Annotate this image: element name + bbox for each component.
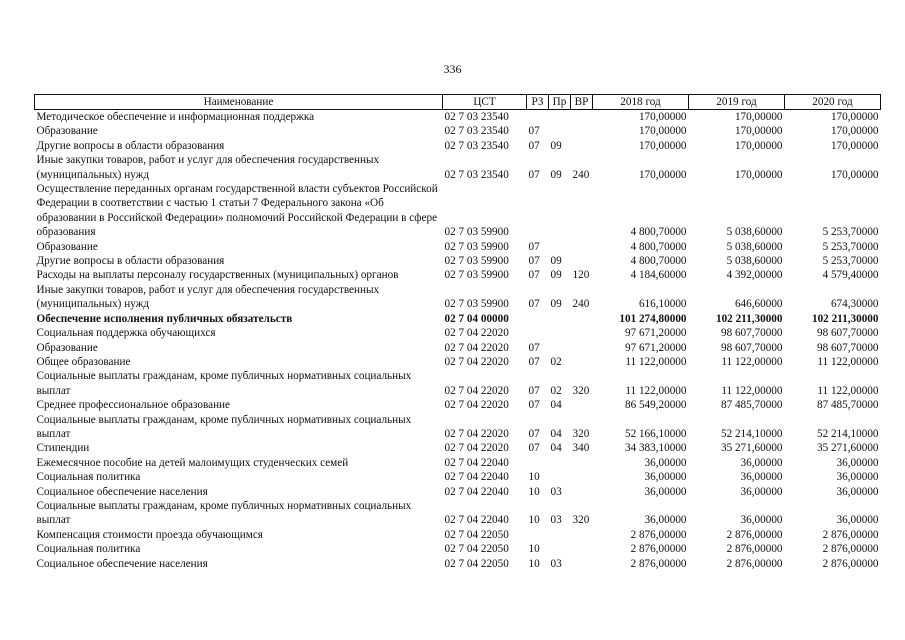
cell-2020: 98 607,70000 [816, 327, 879, 340]
cell-cst: 02 7 04 22050 [444, 557, 509, 570]
cell-name: Образование [36, 240, 98, 253]
cell-cst: 02 7 04 22040 [444, 485, 509, 498]
header-year-2019: 2019 год [689, 95, 785, 110]
cell-rz: 07 [528, 269, 540, 282]
cell-cst: 02 7 03 59900 [444, 226, 509, 239]
cell-pr [549, 240, 571, 254]
table-row [35, 557, 881, 571]
cell-2018: 101 274,80000 [619, 312, 687, 325]
cell-name: Социальные выплаты гражданам, кроме публичных нормативных социальных выплат [36, 499, 412, 527]
cell-rz: 10 [528, 543, 540, 556]
cell-vr [571, 528, 593, 542]
cell-name: Стипендии [36, 442, 90, 455]
cell-vr [571, 341, 593, 355]
table-row [35, 485, 881, 499]
table-row [35, 182, 881, 240]
header-name: Наименование [35, 95, 443, 110]
table-row [35, 240, 881, 254]
cell-2019: 5 038,60000 [726, 240, 783, 253]
cell-2020: 170,00000 [830, 125, 879, 138]
cell-2018: 170,00000 [638, 139, 687, 152]
cell-pr: 09 [550, 269, 562, 282]
cell-vr [571, 456, 593, 470]
table-body [35, 110, 881, 572]
cell-cst: 02 7 03 23540 [444, 111, 509, 123]
cell-2019: 11 122,00000 [721, 384, 783, 397]
cell-pr: 03 [550, 514, 562, 527]
cell-2019: 2 876,00000 [726, 543, 783, 556]
cell-2018: 97 671,20000 [624, 327, 687, 340]
cell-cst: 02 7 04 00000 [444, 312, 509, 325]
cell-pr: 02 [550, 384, 562, 397]
cell-2020: 11 122,00000 [817, 384, 879, 397]
cell-2019: 36,00000 [740, 514, 783, 527]
cell-rz: 10 [528, 471, 540, 484]
cell-name: Социальная политика [36, 471, 141, 484]
cell-2020: 5 253,70000 [822, 226, 879, 239]
cell-2020: 170,00000 [830, 139, 879, 152]
cell-2019: 35 271,60000 [720, 442, 783, 455]
cell-2019: 36,00000 [740, 471, 783, 484]
cell-name: Социальные выплаты гражданам, кроме публичных нормативных социальных выплат [36, 413, 412, 440]
cell-cst: 02 7 03 23540 [444, 125, 509, 138]
cell-pr: 02 [550, 355, 562, 368]
cell-2018: 170,00000 [638, 168, 687, 181]
cell-2019: 87 485,70000 [720, 399, 783, 412]
cell-vr: 340 [572, 442, 590, 455]
cell-pr [549, 326, 571, 340]
cell-name: Социальное обеспечение населения [36, 485, 208, 498]
header-cst: ЦСТ [443, 95, 527, 110]
table-row [35, 355, 881, 369]
cell-pr [549, 182, 571, 240]
cell-2018: 4 184,60000 [630, 269, 687, 282]
cell-pr: 03 [550, 557, 562, 570]
cell-rz: 10 [528, 514, 540, 527]
cell-vr [571, 139, 593, 153]
cell-rz: 07 [528, 255, 540, 268]
table-row [35, 124, 881, 138]
cell-2019: 52 214,10000 [720, 427, 783, 440]
cell-2018: 36,00000 [644, 471, 687, 484]
cell-pr [549, 528, 571, 542]
cell-cst: 02 7 04 22040 [444, 514, 509, 527]
cell-2020: 5 253,70000 [822, 255, 879, 268]
cell-rz [527, 312, 549, 326]
cell-pr: 04 [550, 427, 562, 440]
header-year-2020: 2020 год [785, 95, 881, 110]
cell-2019: 2 876,00000 [726, 557, 783, 570]
table-row [35, 153, 881, 182]
cell-vr: 320 [572, 514, 590, 527]
cell-2018: 170,00000 [638, 111, 687, 123]
cell-name: Другие вопросы в области образования [36, 255, 225, 268]
cell-2018: 36,00000 [644, 456, 687, 469]
cell-rz: 07 [528, 168, 540, 181]
cell-2019: 170,00000 [734, 111, 783, 123]
cell-rz [527, 326, 549, 340]
header-year-2018: 2018 год [593, 95, 689, 110]
cell-name: Образование [36, 125, 98, 138]
cell-vr [571, 254, 593, 268]
cell-name: Образование [36, 341, 98, 354]
cell-name: Иные закупки товаров, работ и услуг для обеспечения государственных (муниципальных) нужд [36, 154, 380, 181]
cell-2020: 102 211,30000 [811, 312, 879, 325]
cell-2020: 4 579,40000 [822, 269, 879, 282]
cell-2018: 2 876,00000 [630, 557, 687, 570]
cell-name: Обеспечение исполнения публичных обязательств [36, 312, 293, 325]
cell-rz [527, 110, 549, 125]
table-row [35, 369, 881, 398]
cell-name: Другие вопросы в области образования [36, 139, 225, 152]
cell-vr [571, 542, 593, 556]
table-row [35, 312, 881, 326]
cell-cst: 02 7 03 59900 [444, 269, 509, 282]
cell-rz: 07 [528, 427, 540, 440]
cell-cst: 02 7 03 59900 [444, 240, 509, 253]
cell-rz: 10 [528, 557, 540, 570]
cell-2019: 170,00000 [734, 125, 783, 138]
cell-2020: 98 607,70000 [816, 341, 879, 354]
cell-2020: 11 122,00000 [817, 355, 879, 368]
cell-2020: 170,00000 [830, 168, 879, 181]
cell-2018: 4 800,70000 [630, 255, 687, 268]
table-row [35, 254, 881, 268]
cell-name: Осуществление переданных органам государственной власти субъектов Российской Федерации в соответствии с частью 1 статьи 7 Федерального закона «Об образовании в Российской Федерации» полномочий Российской Федерации в сфере образования [36, 183, 438, 239]
cell-2019: 102 211,30000 [715, 312, 783, 325]
table-header-row [35, 95, 881, 110]
table-row [35, 268, 881, 282]
cell-2018: 2 876,00000 [630, 543, 687, 556]
cell-cst: 02 7 04 22020 [444, 442, 509, 455]
cell-pr [549, 110, 571, 125]
cell-2020: 52 214,10000 [816, 427, 879, 440]
cell-name: Социальная поддержка обучающихся [36, 327, 216, 340]
table-row [35, 326, 881, 340]
cell-pr: 03 [550, 485, 562, 498]
table-row [35, 528, 881, 542]
budget-table [34, 94, 881, 571]
cell-pr: 09 [550, 168, 562, 181]
cell-vr [571, 110, 593, 125]
cell-2020: 2 876,00000 [822, 543, 879, 556]
cell-2018: 36,00000 [644, 514, 687, 527]
cell-pr: 04 [550, 399, 562, 412]
cell-2018: 616,10000 [638, 298, 687, 311]
cell-2020: 36,00000 [836, 485, 879, 498]
cell-2018: 97 671,20000 [624, 341, 687, 354]
cell-2020: 674,30000 [830, 298, 879, 311]
cell-pr [549, 542, 571, 556]
cell-2019: 98 607,70000 [720, 327, 783, 340]
cell-2019: 646,60000 [734, 298, 783, 311]
cell-rz: 07 [528, 298, 540, 311]
cell-2018: 86 549,20000 [624, 399, 687, 412]
cell-cst: 02 7 04 22050 [444, 528, 509, 541]
cell-vr [571, 470, 593, 484]
cell-rz: 07 [528, 384, 540, 397]
cell-cst: 02 7 03 23540 [444, 168, 509, 181]
cell-name: Ежемесячное пособие на детей малоимущих студенческих семей [36, 456, 349, 469]
cell-vr [571, 557, 593, 571]
cell-2019: 5 038,60000 [726, 226, 783, 239]
cell-name: Социальная политика [36, 543, 141, 556]
cell-2019: 4 392,00000 [726, 269, 783, 282]
cell-rz: 07 [528, 139, 540, 152]
cell-2018: 4 800,70000 [630, 240, 687, 253]
header-rz: РЗ [527, 95, 549, 110]
cell-vr [571, 326, 593, 340]
cell-rz: 07 [528, 442, 540, 455]
cell-2018: 34 383,10000 [624, 442, 687, 455]
cell-2019: 2 876,00000 [726, 528, 783, 541]
cell-2019: 170,00000 [734, 168, 783, 181]
page-number: 336 [443, 62, 462, 76]
cell-name: Расходы на выплаты персоналу государственных (муниципальных) органов [36, 269, 399, 282]
cell-name: Социальное обеспечение населения [36, 557, 208, 570]
cell-vr: 240 [572, 168, 590, 181]
cell-rz: 07 [528, 125, 540, 138]
cell-2019: 36,00000 [740, 485, 783, 498]
cell-cst: 02 7 03 59900 [444, 298, 509, 311]
cell-2019: 170,00000 [734, 139, 783, 152]
header-vr: ВР [571, 95, 593, 110]
cell-2018: 36,00000 [644, 485, 687, 498]
table-row [35, 283, 881, 312]
cell-2020: 5 253,70000 [822, 240, 879, 253]
cell-rz: 10 [528, 485, 540, 498]
cell-2020: 170,00000 [830, 111, 879, 123]
cell-2019: 36,00000 [740, 456, 783, 469]
cell-cst: 02 7 04 22020 [444, 341, 509, 354]
cell-name: Социальные выплаты гражданам, кроме публичных нормативных социальных выплат [36, 370, 412, 397]
table-row [35, 398, 881, 412]
cell-rz [527, 456, 549, 470]
cell-2018: 4 800,70000 [630, 226, 687, 239]
cell-rz [527, 182, 549, 240]
table-row [35, 441, 881, 455]
cell-vr: 240 [572, 298, 590, 311]
cell-rz: 07 [528, 355, 540, 368]
cell-2020: 36,00000 [836, 456, 879, 469]
cell-vr [571, 355, 593, 369]
cell-2020: 2 876,00000 [822, 557, 879, 570]
cell-2018: 2 876,00000 [630, 528, 687, 541]
cell-pr: 09 [550, 255, 562, 268]
cell-2019: 5 038,60000 [726, 255, 783, 268]
table-row [35, 139, 881, 153]
cell-name: Иные закупки товаров, работ и услуг для обеспечения государственных (муниципальных) нужд [36, 283, 380, 311]
cell-cst: 02 7 03 59900 [444, 255, 509, 268]
cell-name: Методическое обеспечение и информационная поддержка [36, 111, 315, 123]
cell-cst: 02 7 04 22040 [444, 456, 509, 469]
cell-pr [549, 312, 571, 326]
cell-vr [571, 240, 593, 254]
cell-2018: 52 166,10000 [624, 427, 687, 440]
cell-cst: 02 7 04 22020 [444, 384, 509, 397]
cell-2020: 87 485,70000 [816, 399, 879, 412]
cell-cst: 02 7 04 22050 [444, 543, 509, 556]
cell-vr: 320 [572, 384, 590, 397]
cell-2020: 36,00000 [836, 471, 879, 484]
cell-vr [571, 398, 593, 412]
cell-name: Среднее профессиональное образование [36, 399, 231, 412]
cell-vr: 320 [572, 427, 590, 440]
cell-pr [549, 470, 571, 484]
cell-name: Компенсация стоимости проезда обучающимся [36, 528, 263, 541]
cell-pr [549, 456, 571, 470]
cell-2020: 35 271,60000 [816, 442, 879, 455]
cell-pr: 09 [550, 298, 562, 311]
cell-2019: 98 607,70000 [720, 341, 783, 354]
table-row [35, 499, 881, 528]
table-row [35, 110, 881, 125]
table-row [35, 470, 881, 484]
cell-cst: 02 7 04 22020 [444, 355, 509, 368]
cell-2018: 170,00000 [638, 125, 687, 138]
cell-vr [571, 312, 593, 326]
cell-2018: 11 122,00000 [625, 355, 687, 368]
cell-2019: 11 122,00000 [721, 355, 783, 368]
cell-cst: 02 7 04 22020 [444, 427, 509, 440]
cell-cst: 02 7 04 22040 [444, 471, 509, 484]
cell-cst: 02 7 04 22020 [444, 399, 509, 412]
cell-pr [549, 341, 571, 355]
cell-2018: 11 122,00000 [625, 384, 687, 397]
table-row [35, 341, 881, 355]
cell-vr [571, 182, 593, 240]
table-row [35, 413, 881, 442]
cell-2020: 36,00000 [836, 514, 879, 527]
cell-name: Общее образование [36, 355, 131, 368]
cell-vr: 120 [572, 269, 590, 282]
cell-vr [571, 124, 593, 138]
cell-pr: 09 [550, 139, 562, 152]
cell-rz: 07 [528, 240, 540, 253]
cell-cst: 02 7 03 23540 [444, 139, 509, 152]
cell-rz [527, 528, 549, 542]
cell-vr [571, 485, 593, 499]
table-row [35, 542, 881, 556]
cell-pr: 04 [550, 442, 562, 455]
cell-2020: 2 876,00000 [822, 528, 879, 541]
header-pr: Пр [549, 95, 571, 110]
cell-cst: 02 7 04 22020 [444, 327, 509, 340]
cell-rz: 07 [528, 341, 540, 354]
cell-pr [549, 124, 571, 138]
table-row [35, 456, 881, 470]
cell-rz: 07 [528, 399, 540, 412]
